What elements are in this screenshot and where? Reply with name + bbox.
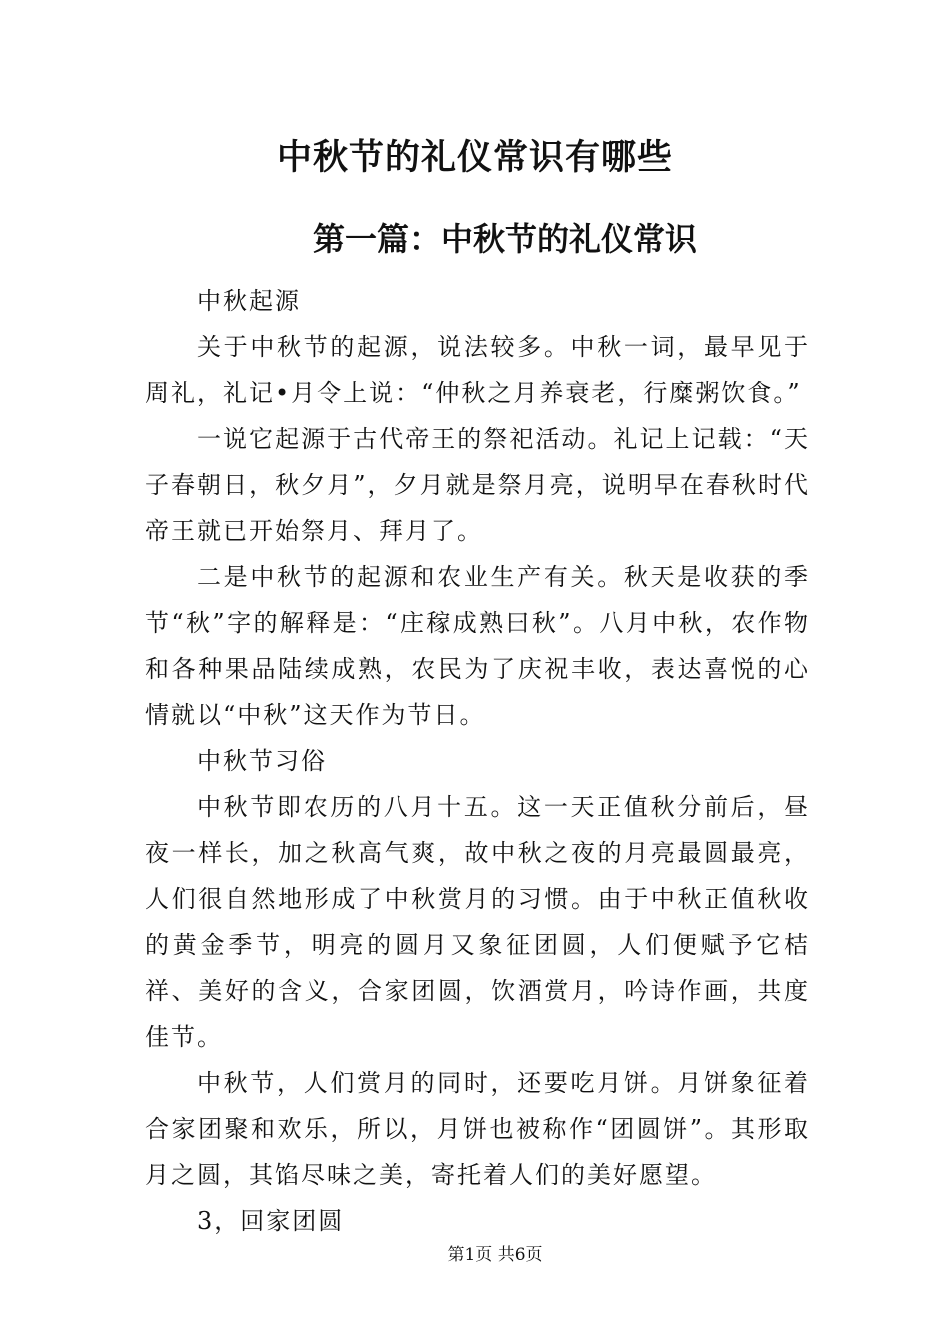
document-body [145,278,810,1244]
paragraph: 中秋节即农历的八月十五。这一天正值秋分前后，昼夜一样长，加之秋高气爽，故中秋之夜的月亮最圆最亮，人们很自然地形成了中秋赏月的习惯。由于中秋正值秋收的黄金季节，明亮的圆月又象征团圆，人们便赋予它桔祥、美好的含义，合家团圆，饮酒赏月，吟诗作画，共度佳节。 [145,793,810,1051]
paragraph: 一说它起源于古代帝王的祭祀活动。礼记上记载：“天子春朝日，秋夕月”，夕月就是祭月亮，说明早在春秋时代帝王就已开始祭月、拜月了。 [145,425,810,545]
paragraph: 中秋节，人们赏月的同时，还要吃月饼。月饼象征着合家团聚和欢乐，所以，月饼也被称作“团圆饼”。其形取月之圆，其馅尽味之美，寄托着人们的美好愿望。 [145,1069,810,1189]
paragraph: 关于中秋节的起源，说法较多。中秋一词，最早见于周礼，礼记•月令上说：“仲秋之月养衰老，行糜粥饮食。” [145,333,810,407]
paragraph: 中秋节习俗 [197,747,327,775]
page-footer: 第1页 共6页 [447,1245,543,1265]
paragraph: 中秋起源 [197,287,301,315]
paragraph: 3，回家团圆 [197,1207,345,1235]
document-title: 中秋节的礼仪常识有哪些 [276,137,673,178]
paragraph: 二是中秋节的起源和农业生产有关。秋天是收获的季节“秋”字的解释是：“庄稼成熟曰秋”。八月中秋，农作物和各种果品陆续成熟，农民为了庆祝丰收，表达喜悦的心情就以“中秋”这天作为节日。 [145,563,810,729]
section-title: 第一篇：中秋节的礼仪常识 [312,220,697,258]
